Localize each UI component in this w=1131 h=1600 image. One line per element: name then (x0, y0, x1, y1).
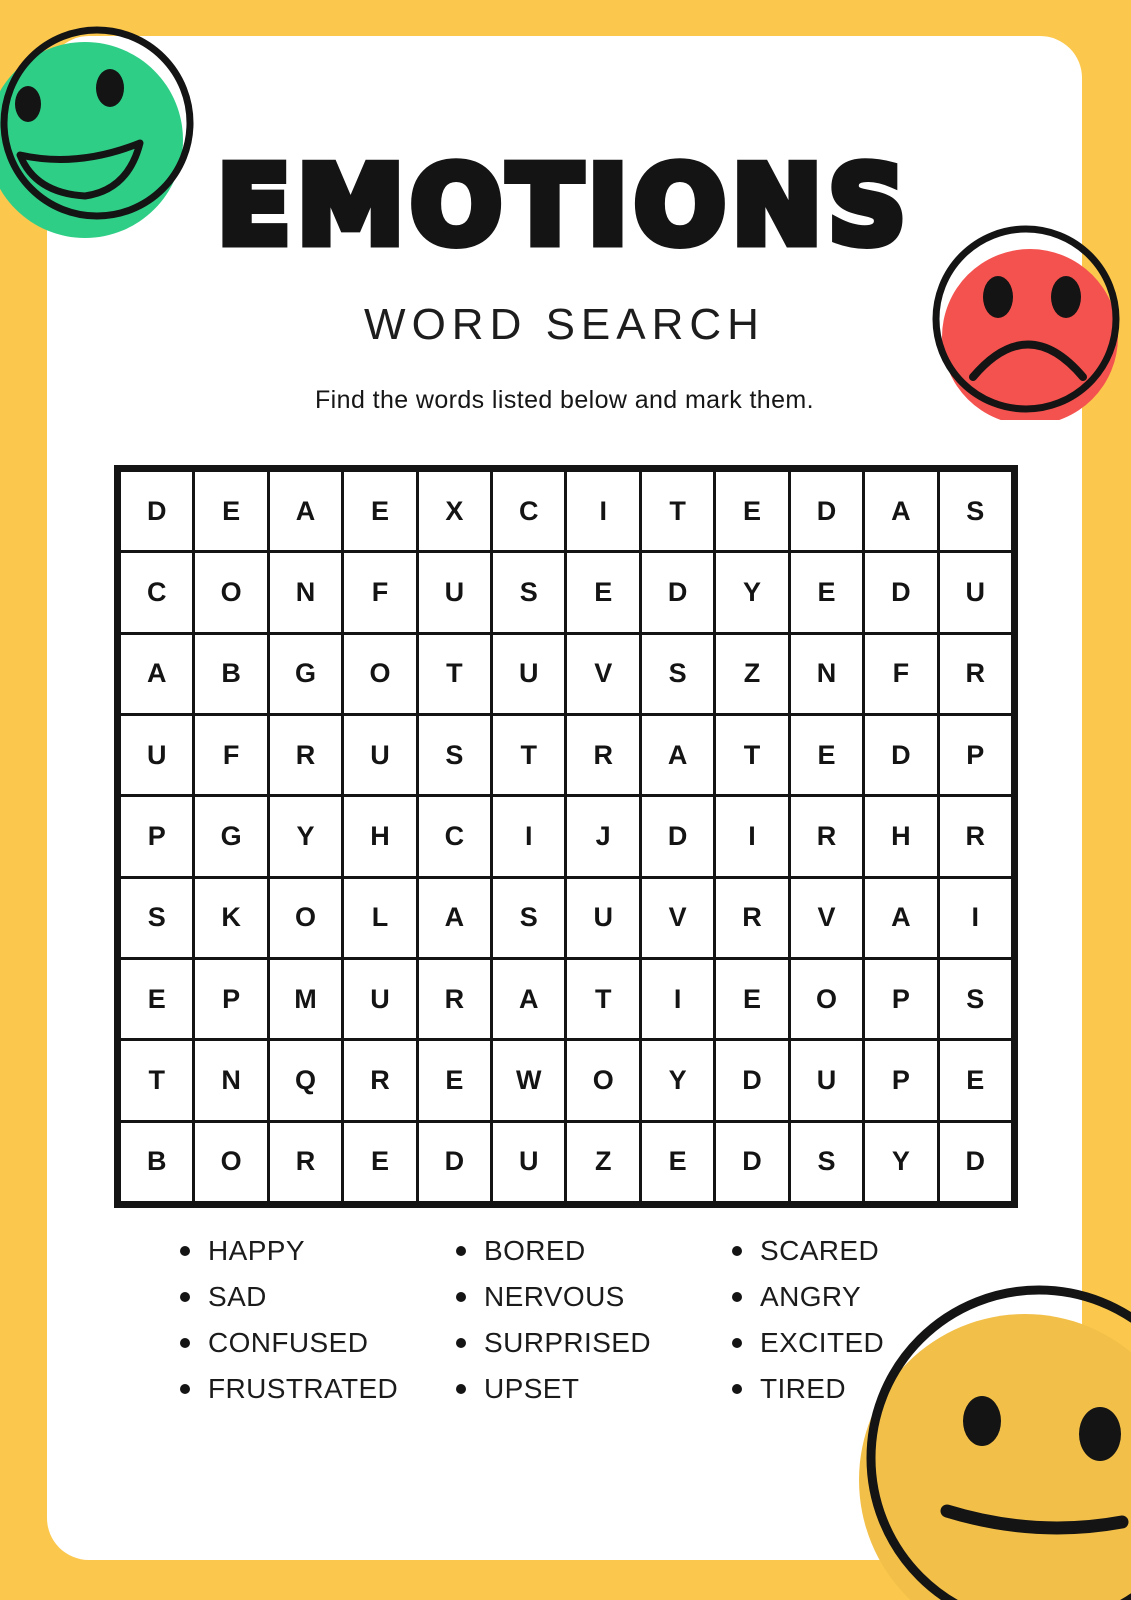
grid-cell-r6c11[interactable]: A (865, 879, 936, 957)
bullet-icon (180, 1338, 190, 1348)
word-list-column-2 (456, 1228, 732, 1412)
grid-cell-r2c1[interactable]: C (121, 553, 192, 631)
grid-cell-r7c4[interactable]: U (344, 960, 415, 1038)
grid-cell-r8c2[interactable]: N (195, 1041, 266, 1119)
grid-cell-r4c4[interactable]: U (344, 716, 415, 794)
grid-cell-r4c2[interactable]: F (195, 716, 266, 794)
grid-cell-r8c10[interactable]: U (791, 1041, 862, 1119)
grid-cell-r7c5[interactable]: R (419, 960, 490, 1038)
grid-cell-r4c10[interactable]: E (791, 716, 862, 794)
grid-cell-r1c4[interactable]: E (344, 472, 415, 550)
grid-cell-r3c9[interactable]: Z (716, 635, 787, 713)
grid-cell-r6c9[interactable]: R (716, 879, 787, 957)
grid-cell-r1c8[interactable]: T (642, 472, 713, 550)
grid-cell-r6c1[interactable]: S (121, 879, 192, 957)
grid-cell-r5c7[interactable]: J (567, 797, 638, 875)
word-label: SURPRISED (484, 1327, 651, 1358)
grid-cell-r8c8[interactable]: Y (642, 1041, 713, 1119)
bullet-icon (180, 1246, 190, 1256)
grid-cell-r2c6[interactable]: S (493, 553, 564, 631)
grid-cell-r2c9[interactable]: Y (716, 553, 787, 631)
grid-cell-r2c10[interactable]: E (791, 553, 862, 631)
grid-cell-r3c4[interactable]: O (344, 635, 415, 713)
word-label: UPSET (484, 1373, 580, 1404)
grid-cell-r7c12[interactable]: S (940, 960, 1011, 1038)
word-label: NERVOUS (484, 1281, 625, 1312)
grid-cell-r6c7[interactable]: U (567, 879, 638, 957)
grid-cell-r7c8[interactable]: I (642, 960, 713, 1038)
grid-cell-r4c12[interactable]: P (940, 716, 1011, 794)
grid-cell-r8c4[interactable]: R (344, 1041, 415, 1119)
grid-cell-r4c1[interactable]: U (121, 716, 192, 794)
grid-cell-r3c3[interactable]: G (270, 635, 341, 713)
grid-cell-r5c3[interactable]: Y (270, 797, 341, 875)
bullet-icon (456, 1246, 466, 1256)
grid-cell-r5c12[interactable]: R (940, 797, 1011, 875)
grid-cell-r1c6[interactable]: C (493, 472, 564, 550)
grid-cell-r9c9[interactable]: D (716, 1123, 787, 1201)
word-list-column-3 (732, 1228, 1008, 1412)
grid-cell-r4c7[interactable]: R (567, 716, 638, 794)
grid-cell-r9c1[interactable]: B (121, 1123, 192, 1201)
grid-cell-r6c10[interactable]: V (791, 879, 862, 957)
word-list-item (732, 1228, 1008, 1274)
grid-cell-r6c12[interactable]: I (940, 879, 1011, 957)
grid-cell-r1c2[interactable]: E (195, 472, 266, 550)
grid-cell-r8c11[interactable]: P (865, 1041, 936, 1119)
word-search-grid (114, 465, 1018, 1208)
word-label: CONFUSED (208, 1327, 369, 1358)
bullet-icon (180, 1292, 190, 1302)
grid-cell-r7c10[interactable]: O (791, 960, 862, 1038)
grid-cell-r6c8[interactable]: V (642, 879, 713, 957)
grid-cell-r4c6[interactable]: T (493, 716, 564, 794)
word-list-item (732, 1366, 1008, 1412)
grid-cell-r2c12[interactable]: U (940, 553, 1011, 631)
bullet-icon (732, 1338, 742, 1348)
grid-cell-r6c3[interactable]: O (270, 879, 341, 957)
grid-cell-r7c2[interactable]: P (195, 960, 266, 1038)
grid-cell-r8c9[interactable]: D (716, 1041, 787, 1119)
grid-cell-r7c7[interactable]: T (567, 960, 638, 1038)
grid-cell-r1c9[interactable]: E (716, 472, 787, 550)
instruction-text: Find the words listed below and mark them. (315, 386, 814, 414)
grid-cell-r4c11[interactable]: D (865, 716, 936, 794)
word-list-item (732, 1274, 1008, 1320)
grid-cell-r2c5[interactable]: U (419, 553, 490, 631)
grid-cell-r5c5[interactable]: C (419, 797, 490, 875)
grid-cell-r2c2[interactable]: O (195, 553, 266, 631)
page-subtitle: WORD SEARCH (364, 300, 765, 349)
word-label: HAPPY (208, 1235, 305, 1266)
grid-cell-r8c6[interactable]: W (493, 1041, 564, 1119)
grid-cell-r5c11[interactable]: H (865, 797, 936, 875)
grid-cell-r5c2[interactable]: G (195, 797, 266, 875)
grid-cell-r9c11[interactable]: Y (865, 1123, 936, 1201)
word-label: BORED (484, 1235, 586, 1266)
grid-cell-r8c5[interactable]: E (419, 1041, 490, 1119)
grid-cell-r4c8[interactable]: A (642, 716, 713, 794)
word-list-item (180, 1366, 456, 1412)
grid-cell-r3c10[interactable]: N (791, 635, 862, 713)
grid-cell-r1c5[interactable]: X (419, 472, 490, 550)
word-label: ANGRY (760, 1281, 862, 1312)
grid-cell-r9c6[interactable]: U (493, 1123, 564, 1201)
grid-cell-r5c6[interactable]: I (493, 797, 564, 875)
grid-cell-r8c3[interactable]: Q (270, 1041, 341, 1119)
word-list-item (456, 1320, 732, 1366)
page-title: EMOTIONS (217, 144, 912, 269)
grid-cell-r4c9[interactable]: T (716, 716, 787, 794)
word-list (180, 1228, 1040, 1412)
grid-cell-r6c5[interactable]: A (419, 879, 490, 957)
bullet-icon (732, 1384, 742, 1394)
bullet-icon (456, 1292, 466, 1302)
grid-cell-r5c9[interactable]: I (716, 797, 787, 875)
grid-cell-r7c6[interactable]: A (493, 960, 564, 1038)
word-label: EXCITED (760, 1327, 885, 1358)
grid-cell-r3c2[interactable]: B (195, 635, 266, 713)
grid-cell-r3c1[interactable]: A (121, 635, 192, 713)
grid-cell-r9c10[interactable]: S (791, 1123, 862, 1201)
grid-cell-r9c4[interactable]: E (344, 1123, 415, 1201)
word-label: SCARED (760, 1235, 880, 1266)
grid-cell-r2c3[interactable]: N (270, 553, 341, 631)
grid-cell-r1c11[interactable]: A (865, 472, 936, 550)
word-list-item (180, 1274, 456, 1320)
grid-cell-r4c5[interactable]: S (419, 716, 490, 794)
grid-cell-r1c10[interactable]: D (791, 472, 862, 550)
grid-cell-r7c1[interactable]: E (121, 960, 192, 1038)
word-list-column-1 (180, 1228, 456, 1412)
grid-cell-r3c11[interactable]: F (865, 635, 936, 713)
grid-cell-r5c1[interactable]: P (121, 797, 192, 875)
grid-cell-r3c12[interactable]: R (940, 635, 1011, 713)
word-label: FRUSTRATED (208, 1373, 399, 1404)
word-label: SAD (208, 1281, 267, 1312)
grid-cell-r3c8[interactable]: S (642, 635, 713, 713)
grid-cell-r8c7[interactable]: O (567, 1041, 638, 1119)
word-list-item (456, 1366, 732, 1412)
grid-cell-r3c5[interactable]: T (419, 635, 490, 713)
grid-cell-r5c4[interactable]: H (344, 797, 415, 875)
bullet-icon (180, 1384, 190, 1394)
grid-cell-r1c3[interactable]: A (270, 472, 341, 550)
grid-cell-r9c3[interactable]: R (270, 1123, 341, 1201)
word-label: TIRED (760, 1373, 846, 1404)
grid-cell-r7c11[interactable]: P (865, 960, 936, 1038)
grid-cell-r2c8[interactable]: D (642, 553, 713, 631)
grid-cell-r1c12[interactable]: S (940, 472, 1011, 550)
grid-cell-r8c1[interactable]: T (121, 1041, 192, 1119)
grid-cell-r9c2[interactable]: O (195, 1123, 266, 1201)
grid-cell-r2c4[interactable]: F (344, 553, 415, 631)
grid-cell-r1c1[interactable]: D (121, 472, 192, 550)
bullet-icon (456, 1384, 466, 1394)
word-list-item (456, 1228, 732, 1274)
grid-cell-r3c7[interactable]: V (567, 635, 638, 713)
grid-cell-r6c6[interactable]: S (493, 879, 564, 957)
grid-cell-r9c12[interactable]: D (940, 1123, 1011, 1201)
word-list-item (180, 1228, 456, 1274)
grid-cell-r6c4[interactable]: L (344, 879, 415, 957)
grid-cell-r5c8[interactable]: D (642, 797, 713, 875)
grid-cell-r6c2[interactable]: K (195, 879, 266, 957)
grid-cell-r3c6[interactable]: U (493, 635, 564, 713)
bullet-icon (732, 1246, 742, 1256)
word-list-item (456, 1274, 732, 1320)
grid-cell-r2c11[interactable]: D (865, 553, 936, 631)
grid-cell-r9c7[interactable]: Z (567, 1123, 638, 1201)
grid-cell-r7c3[interactable]: M (270, 960, 341, 1038)
grid-cell-r2c7[interactable]: E (567, 553, 638, 631)
grid-cell-r1c7[interactable]: I (567, 472, 638, 550)
grid-cell-r9c8[interactable]: E (642, 1123, 713, 1201)
bullet-icon (456, 1338, 466, 1348)
bullet-icon (732, 1292, 742, 1302)
word-list-item (732, 1320, 1008, 1366)
grid-cell-r7c9[interactable]: E (716, 960, 787, 1038)
grid-cell-r9c5[interactable]: D (419, 1123, 490, 1201)
grid-cell-r5c10[interactable]: R (791, 797, 862, 875)
grid-cell-r8c12[interactable]: E (940, 1041, 1011, 1119)
grid-cell-r4c3[interactable]: R (270, 716, 341, 794)
word-list-item (180, 1320, 456, 1366)
